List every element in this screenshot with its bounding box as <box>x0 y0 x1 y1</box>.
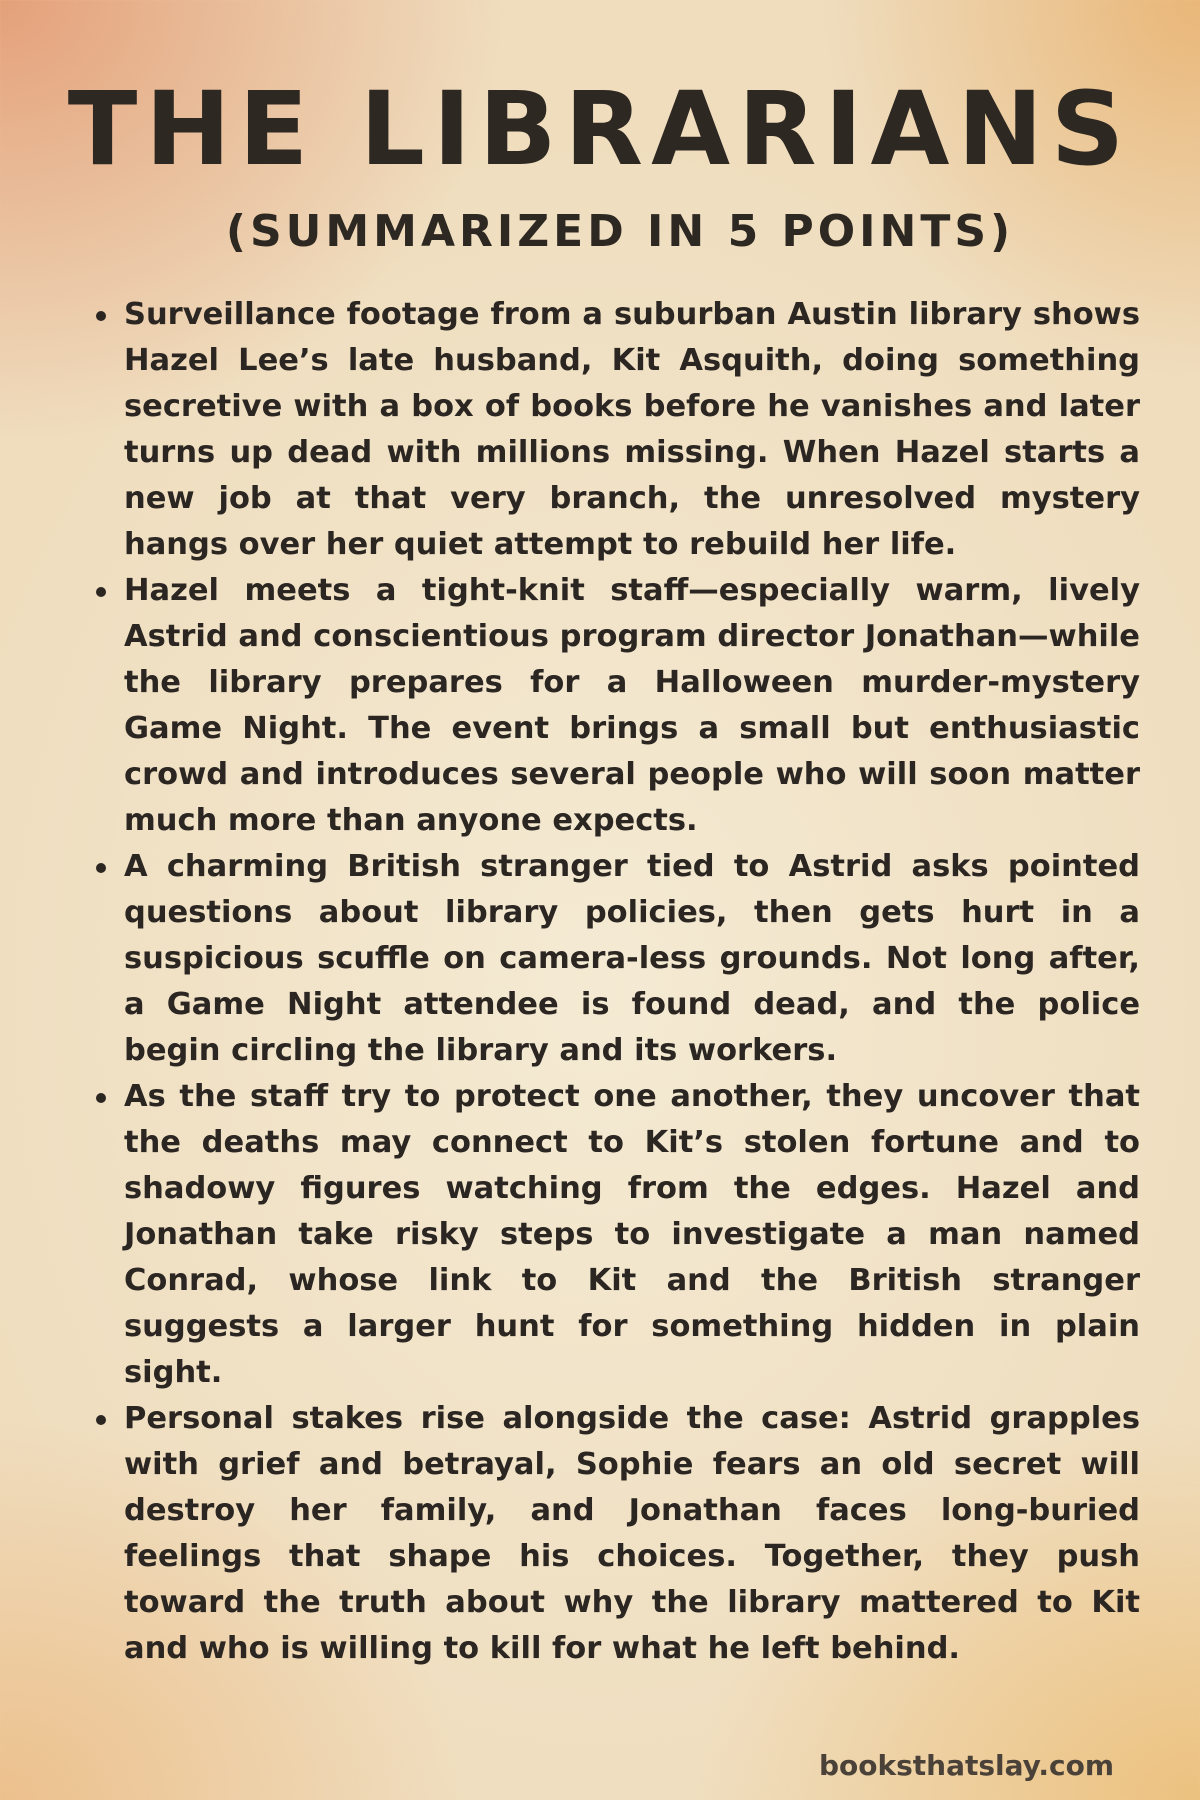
summary-point-text: Surveillance footage from a suburban Austin library shows Hazel Lee’s late husband, Kit Asquith, doing something secretive with a box of books before he vanishes and later turns up dead with millions missing. When Hazel starts a new job at that very branch, the unresolved mystery hangs over her quiet attempt to rebuild her life. <box>124 297 1140 562</box>
summary-point-2 <box>124 568 1140 844</box>
summary-point-1 <box>124 292 1140 568</box>
summary-point-text: As the staff try to protect one another, they uncover that the deaths may connect to Kit’s stolen fortune and to shadowy figures watching from the edges. Hazel and Jonathan take risky steps to investigate a man named Conrad, whose link to Kit and the British stranger suggests a larger hunt for something hidden in plain sight. <box>124 1079 1140 1390</box>
summary-point-3 <box>124 844 1140 1074</box>
bullet-icon <box>96 311 106 321</box>
summary-point-text: Personal stakes rise alongside the case: Astrid grapples with grief and betrayal, Sophie fears an old secret will destroy her family, and Jonathan faces long-buried feelings that shape his choices. Together, they push toward the truth about why the library mattered to Kit and who is willing to kill for what he left behind. <box>124 1401 1140 1666</box>
bullet-icon <box>96 587 106 597</box>
summary-points-list <box>124 292 1140 1672</box>
site-credit: booksthatslay.com <box>818 1749 1114 1782</box>
bullet-icon <box>96 1093 106 1103</box>
bullet-icon <box>96 863 106 873</box>
page-title: THE LIBRARIANS <box>67 70 1133 189</box>
bullet-icon <box>96 1415 106 1425</box>
summary-point-text: A charming British stranger tied to Astrid asks pointed questions about library policies, then gets hurt in a suspicious scuffle on camera-less grounds. Not long after, a Game Night attendee is found dead, and the police begin circling the library and its workers. <box>124 849 1140 1068</box>
summary-point-5 <box>124 1396 1140 1672</box>
page-subtitle: (SUMMARIZED IN 5 POINTS) <box>225 206 1015 257</box>
summary-point-text: Hazel meets a tight-knit staff—especially warm, lively Astrid and conscientious program director Jonathan—while the library prepares for a Halloween murder-mystery Game Night. The event brings a small but enthusiastic crowd and introduces several people who will soon matter much more than anyone expects. <box>124 573 1140 838</box>
summary-point-4 <box>124 1074 1140 1396</box>
